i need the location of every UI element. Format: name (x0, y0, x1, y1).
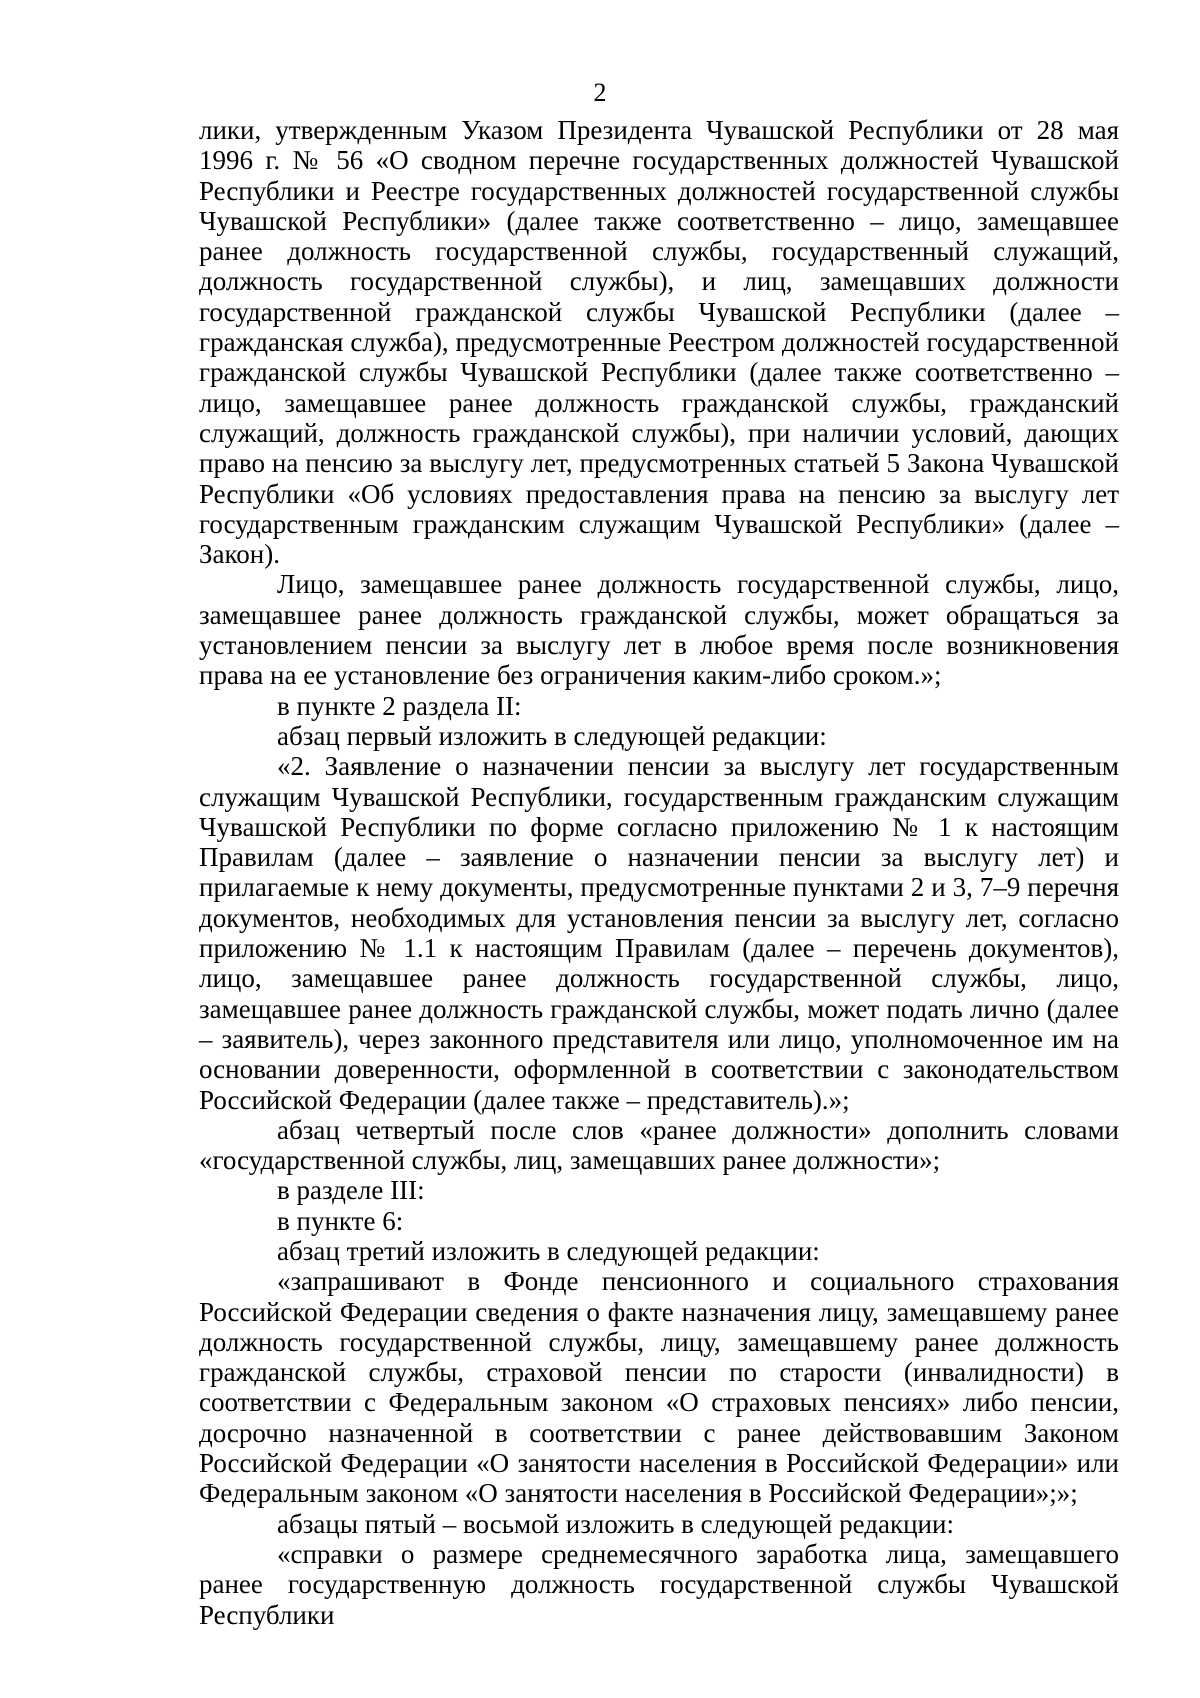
paragraph-application-right: Лицо, замещавшее ранее должность государственной службы, лицо, замещавшее ранее должность гражданской службы, может обращаться за установлением пенсии за выслугу лет в любое время после возникновения права на ее установление без ограничения каким-либо сроком.»; (199, 569, 1119, 691)
paragraph-continuation: лики, утвержденным Указом Президента Чувашской Республики от 28 мая 1996 г. № 56 «О сводном перечне государственных должностей Чувашской Республики и Реестре государственных должностей государственной службы Чувашской Республики» (далее также соответственно – лицо, замещавшее ранее должность государственной службы, государственный служащий, должность государственной службы), и лиц, замещавших должности государственной гражданской службы Чувашской Республики (далее – гражданская служба), предусмотренные Реестром должностей государственной гражданской службы Чувашской Республики (далее также соответственно – лицо, замещавшее ранее должность гражданской службы, гражданский служащий, должность гражданской службы), при наличии условий, дающих право на пенсию за выслугу лет, предусмотренных статьей 5 Закона Чувашской Республики «Об условиях предоставления права на пенсию за выслугу лет государственным гражданским служащим Чувашской Республики» (далее – Закон). (199, 115, 1119, 570)
paragraph-fourth-abzac-amendment: абзац четвертый после слов «ранее должности» дополнить словами «государственной службы, лиц, замещавших ранее должности»; (199, 1114, 1119, 1176)
paragraph-section-2-point-2: в пункте 2 раздела II: (277, 690, 522, 721)
paragraph-fifth-eighth-instruction: абзацы пятый – восьмой изложить в следующей редакции: (277, 1508, 954, 1539)
paragraph-first-abzac-instruction: абзац первый изложить в следующей редакции: (277, 720, 827, 751)
page-number: 2 (593, 78, 607, 107)
paragraph-salary-certificate: «справки о размере среднемесячного заработка лица, замещавшего ранее государственную должность государственной службы Чувашской Республики (199, 1538, 1119, 1630)
document-body (199, 115, 1119, 1630)
paragraph-pension-fund-request: «запрашивают в Фонде пенсионного и социального страхования Российской Федерации сведения о факте назначения лицу, замещавшему ранее должность государственной службы, лицу, замещавшему ранее должность гражданской службы, страховой пенсии по старости (инвалидности) в соответствии с Федеральным законом «О страховых пенсиях» либо пенсии, досрочно назначенной в соответствии с ранее действовавшим Законом Российской Федерации «О занятости населения в Российской Федерации» или Федеральным законом «О занятости населения в Российской Федерации»;»; (199, 1266, 1119, 1509)
paragraph-point-6: в пункте 6: (277, 1205, 404, 1236)
paragraph-third-abzac-instruction: абзац третий изложить в следующей редакции: (277, 1235, 820, 1266)
paragraph-section-3: в разделе III: (277, 1175, 425, 1206)
paragraph-application-text: «2. Заявление о назначении пенсии за выслугу лет государственным служащим Чувашской Республики, государственным гражданским служащим Чувашской Республики по форме согласно приложению № 1 к настоящим Правилам (далее – заявление о назначении пенсии за выслугу лет) и прилагаемые к нему документы, предусмотренные пунктами 2 и 3, 7–9 перечня документов, необходимых для установления пенсии за выслугу лет, согласно приложению № 1.1 к настоящим Правилам (далее – перечень документов), лицо, замещавшее ранее должность государственной службы, лицо, замещавшее ранее должность гражданской службы, может подать лично (далее – заявитель), через законного представителя или лицо, уполномоченное им на основании доверенности, оформленной в соответствии с законодательством Российской Федерации (далее также – представитель).»; (199, 751, 1119, 1115)
